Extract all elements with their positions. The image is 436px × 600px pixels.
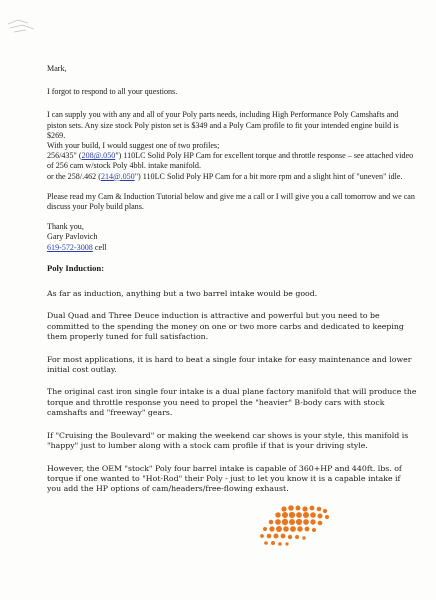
intro-line: I forgot to respond to all your questions. [47,87,178,97]
offer-block [47,110,417,181]
cam-option-2-link[interactable]: 214@.050 [100,171,135,181]
phone-link[interactable]: 619-572-3008 [47,242,93,252]
sender-name: Gary Pavlovich [47,232,98,242]
cam-option-2 [47,172,417,182]
cam-option-1-link[interactable]: 208@.050 [81,151,116,161]
induction-paragraph-6: However, the OEM "stock" Poly four barrel intake is capable of 360+HP and 440ft. lbs. of torque if one wanted to "Hot-Rod" their Poly - just to let you know it is a capable intake if you add the HP options of cam/headers/free-flowing exhaust. [47,463,402,494]
phone-line [47,243,417,253]
induction-paragraph-1: As far as induction, anything but a two barrel intake would be good. [47,289,318,299]
paper-scuff-mark [6,14,40,38]
closing: Thank you, [47,222,84,232]
cam-option-1-post: ") 110LC Solid Poly HP Cam for excellent torque and throttle response – see attached video of 256 cam w/stock Poly 4bbl. intake manifold. [47,151,414,171]
induction-paragraph-4: The original cast iron single four intake is a dual plane factory manifold that will produce the torque and throttle response you need to propel the "heavier" B-body cars with stock camshafts and "freeway" gears. [47,387,417,418]
induction-section [47,289,417,495]
letter-body [47,64,417,507]
cam-option-1-pre: 256/435" ( [47,151,82,161]
suggest-text: With your build, I would suggest one of two profiles; [47,141,220,151]
phone-suffix: cell [92,242,107,252]
salutation: Mark, [47,64,67,73]
tutorial-paragraph: Please read my Cam & Induction Tutorial below and give me a call or I will give you a call tomorrow and we can discuss your Poly build plans. [47,191,415,212]
induction-paragraph-5: If "Cruising the Boulevard" or making the weekend car shows is your style, this manifold is "happy" just to lumber along with a stock cam profile if that is your driving style. [47,430,409,451]
cam-option-1 [47,151,417,171]
induction-paragraph-3: For most applications, it is hard to beat a single four intake for easy maintenance and lower initial cost outlay. [47,354,412,375]
section-heading: Poly Induction: [47,262,105,273]
orange-dot-stamp [254,502,334,550]
offer-text: I can supply you with any and all of your Poly parts needs, including High Performance Poly Camshafts and piston sets. Any size stock Poly piston set is $349 and a Poly Cam profile to fit your intended engine build is $269. [47,110,399,140]
cam-option-2-pre: or the 258/.462 ( [47,171,101,181]
induction-paragraph-2: Dual Quad and Three Deuce induction is attractive and powerful but you need to be committed to the spending the money on one or two more carbs and dedicated to keeping them properly tuned for full satisfaction. [47,311,404,342]
cam-option-2-post: ") 110LC Solid Poly HP Cam for a bit more rpm and a slight hint of "uneven" idle. [134,171,403,181]
signature-block [47,222,417,253]
